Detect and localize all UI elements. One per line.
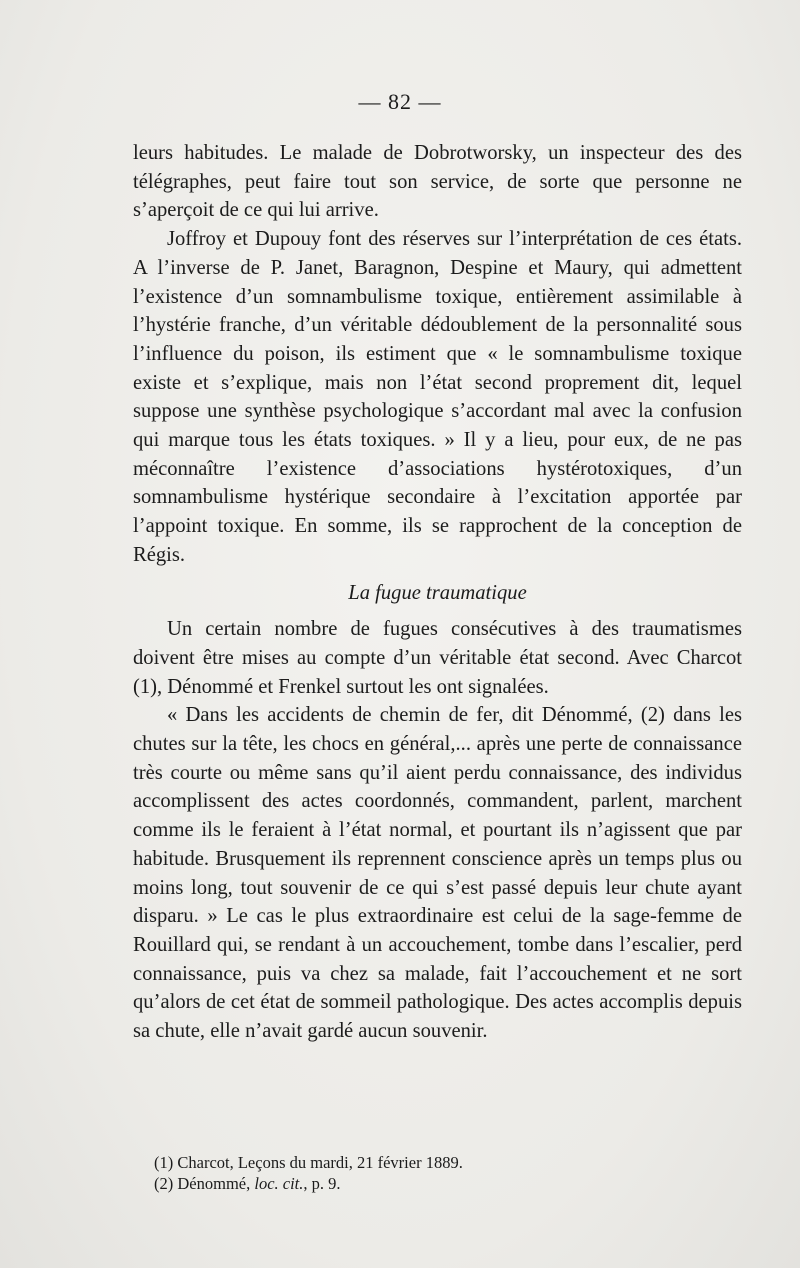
- paragraph-3: Un certain nombre de fugues consécutives à des traumatismes doivent être mises au compte d’un véritable état second. Avec Charcot (1), Dénommé et Frenkel surtout les ont signalées.: [133, 618, 742, 698]
- footnote-2-italic: loc. cit.: [254, 1174, 304, 1193]
- paragraph-4: « Dans les accidents de chemin de fer, dit Dénommé, (2) dans les chutes sur la tête, les chocs en général,... après une perte de connaissance très courte ou même sans qu’il aient perdu connaissance, des individus accomplissent des actes coordonnés, commandent, parlent, marchent comme ils le feraient à l’état normal, et pourtant ils n’agissent que par habitude. Brusquement ils reprennent conscience après un temps plus ou moins long, tout souvenir de ce qui s’est passé depuis leur chute ayant disparu. » Le cas le plus extraordinaire est celui de la sage-femme de Rouillard qui, se rendant à un accouchement, tombe dans l’escalier, perd connaissance, puis va chez sa malade, fait l’accouchement et ne sort qu’alors de cet état de sommeil pathologique. Des actes accomplis depuis sa chute, elle n’avait gardé aucun souvenir.: [133, 704, 742, 1043]
- footnote-2: [154, 1173, 714, 1194]
- footnote-1: (1) Charcot, Leçons du mardi, 21 février 1889.: [154, 1153, 463, 1172]
- footnote-2-post: , p. 9.: [303, 1174, 341, 1193]
- footnote-2-pre: (2) Dénommé,: [154, 1174, 255, 1193]
- page-number: — 82 —: [358, 89, 442, 114]
- section-title: La fugue traumatique: [348, 581, 527, 604]
- paragraph-1: leurs habitudes. Le malade de Dobrotworsky, un inspecteur des des télégraphes, peut faire tout son service, de sorte que personne ne s’aperçoit de ce qui lui arrive.: [133, 142, 742, 222]
- paragraph-2: Joffroy et Dupouy font des réserves sur l’interprétation de ces états. A l’inverse de P. Janet, Baragnon, Despine et Maury, qui admettent l’existence d’un somnambulisme toxique, entièrement assimilable à l’hystérie franche, d’un véritable dédoublement de la personnalité sous l’influence du poison, ils estiment que « le somnambulisme toxique existe et s’explique, mais non l’état second proprement dit, lequel suppose une synthèse psychologique s’accordant mal avec la confusion qui marque tous les états toxiques. » Il y a lieu, pour eux, de ne pas méconnaître l’existence d’associations hystérotoxiques, d’un somnambulisme hystérique secondaire à l’excitation apportée par l’appoint toxique. En somme, ils se rapprochent de la conception de Régis.: [133, 228, 742, 566]
- body-text: [133, 139, 742, 1046]
- footnotes: [154, 1152, 714, 1194]
